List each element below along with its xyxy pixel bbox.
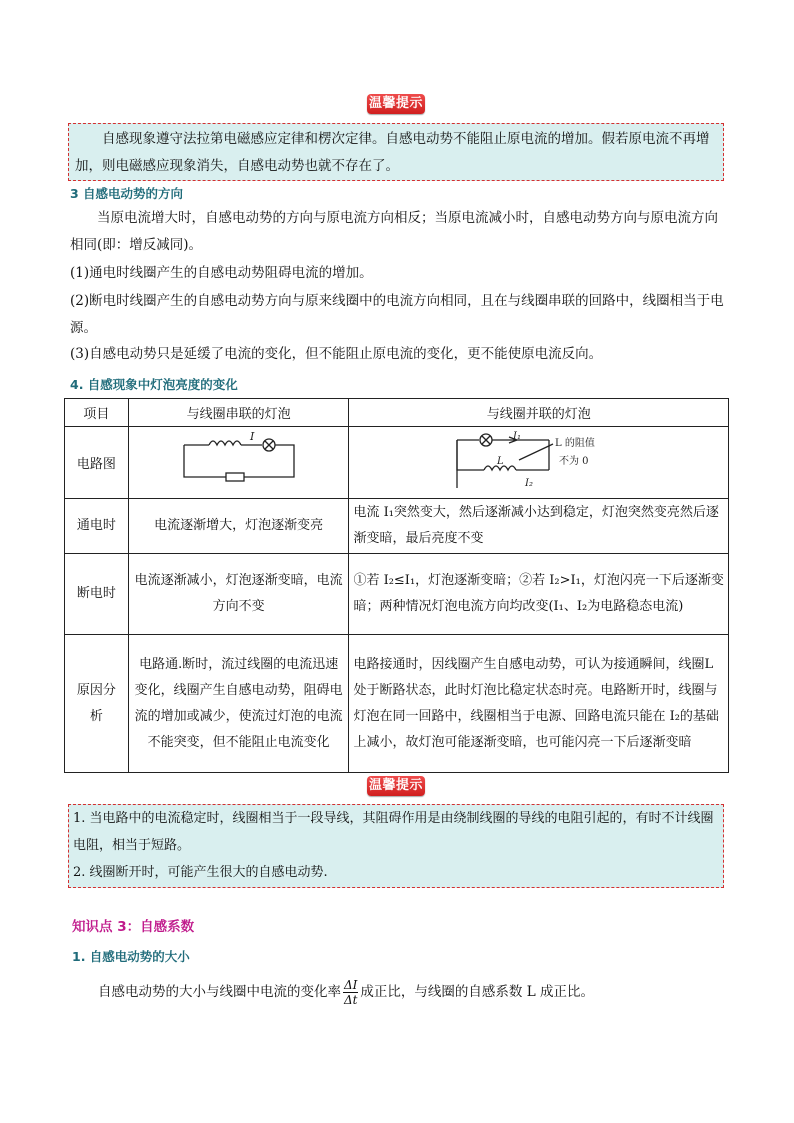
table-row-on bbox=[65, 499, 729, 554]
header-series: 与线圈串联的灯泡 bbox=[128, 399, 349, 427]
table-row-reason bbox=[65, 635, 729, 773]
tip-badge: 温馨提示 bbox=[367, 94, 425, 114]
series-current-label: I bbox=[249, 430, 254, 443]
parallel-note-2: 不为 0 bbox=[559, 455, 589, 467]
series-circuit-cell bbox=[128, 427, 349, 499]
row-on-parallel: 电流 I₁突然变大，然后逐渐减小达到稳定，灯泡突然变亮然后逐渐变暗，最后亮度不变 bbox=[349, 499, 729, 554]
knowledge-3-sub-1: 1. 自感电动势的大小 bbox=[72, 949, 190, 964]
table-header-row bbox=[65, 399, 729, 427]
tip-1-text: 自感现象遵守法拉第电磁感应定律和楞次定律。自感电动势不能阻止原电流的增加。假若原电流不再增加，则电磁感应现象消失，自感电动势也就不存在了。 bbox=[75, 131, 710, 174]
sentence-before: 自感电动势的大小与线圈中电流的变化率 bbox=[98, 984, 341, 1000]
row-reason-parallel: 电路接通时，因线圈产生自感电动势，可认为接通瞬间，线圈L处于断路状态，此时灯泡比稳定状态时亮。电路断开时，线圈与灯泡在同一回路中，线圈相当于电源、回路电流只能在 I₂的基础上减小，故灯泡可能逐渐变暗，也可能闪亮一下后逐渐变暗 bbox=[349, 635, 729, 773]
knowledge-3-sentence bbox=[98, 972, 728, 1012]
row-off-series: 电流逐渐减小，灯泡逐渐变暗，电流方向不变 bbox=[128, 554, 349, 635]
row-reason-label: 原因分析 bbox=[65, 635, 129, 773]
parallel-l-label: L bbox=[497, 455, 505, 467]
row-reason-series: 电路通.断时，流过线圈的电流迅速变化，线圈产生自感电动势，阻碍电流的增加或减少，使流过灯泡的电流不能突变，但不能阻止电流变化 bbox=[128, 635, 349, 773]
sentence-after: 成正比，与线圈的自感系数 L 成正比。 bbox=[360, 984, 594, 1000]
rate-fraction bbox=[343, 978, 358, 1007]
fraction-denominator: Δt bbox=[343, 993, 358, 1007]
header-item: 项目 bbox=[65, 399, 129, 427]
row-on-label: 通电时 bbox=[65, 499, 129, 554]
tip-2-line-1: 1. 当电路中的电流稳定时，线圈相当于一段导线，其阻碍作用是由绕制线圈的导线的电阻引起的，有时不计线圈电阻，相当于短路。 bbox=[73, 811, 714, 853]
tip-box-1 bbox=[68, 123, 724, 181]
series-circuit-diagram bbox=[174, 431, 304, 491]
parallel-note-1: L 的阻值 bbox=[555, 437, 596, 449]
table-row-circuit bbox=[65, 427, 729, 499]
row-off-label: 断电时 bbox=[65, 554, 129, 635]
row-on-series: 电流逐渐增大，灯泡逐渐变亮 bbox=[128, 499, 349, 554]
section-3-intro: 当原电流增大时，自感电动势的方向与原电流方向相反；当原电流减小时，自感电动势方向与原电流方向相同(即：增反减同)。 bbox=[70, 210, 718, 253]
table-row-off bbox=[65, 554, 729, 635]
parallel-circuit-cell bbox=[349, 427, 729, 499]
fraction-numerator: ΔI bbox=[344, 978, 358, 992]
parallel-i1-label: I₁ bbox=[513, 430, 522, 442]
section-3-heading: 3 自感电动势的方向 bbox=[70, 186, 184, 201]
section-4-heading: 4. 自感现象中灯泡亮度的变化 bbox=[70, 377, 238, 392]
comparison-table bbox=[64, 398, 729, 773]
tip-badge-2: 温馨提示 bbox=[367, 776, 425, 796]
knowledge-3-heading: 知识点 3：自感系数 bbox=[72, 919, 195, 935]
section-3-item-3: (3)自感电动势只是延缓了电流的变化，但不能阻止原电流的变化，更不能使原电流反向。 bbox=[70, 346, 603, 362]
tip-2-line-2: 2. 线圈断开时，可能产生很大的自感电动势. bbox=[73, 865, 328, 880]
tip-box-2 bbox=[68, 804, 724, 888]
parallel-circuit-diagram bbox=[449, 430, 619, 492]
section-3-item-2: (2)断电时线圈产生的自感电动势方向与原来线圈中的电流方向相同，且在与线圈串联的回路中，线圈相当于电源。 bbox=[70, 293, 724, 336]
header-parallel: 与线圈并联的灯泡 bbox=[349, 399, 729, 427]
row-off-parallel: ①若 I₂≤I₁，灯泡逐渐变暗；②若 I₂>I₁，灯泡闪亮一下后逐渐变暗；两种情况灯泡电流方向均改变(I₁、I₂为电路稳态电流) bbox=[349, 554, 729, 635]
parallel-i2-label: I₂ bbox=[525, 477, 534, 489]
row-circuit-label: 电路图 bbox=[65, 427, 129, 499]
section-3-item-1: (1)通电时线圈产生的自感电动势阻碍电流的增加。 bbox=[70, 265, 373, 281]
